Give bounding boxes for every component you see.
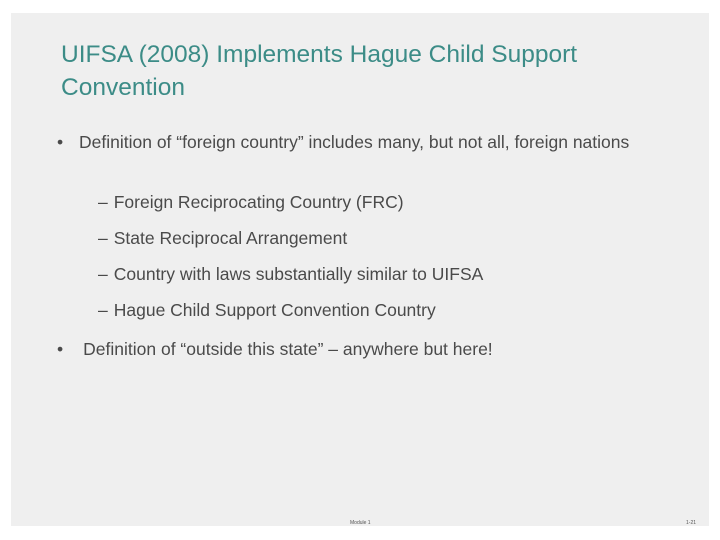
dash-marker: – — [98, 300, 108, 320]
sub-bullet-text: Hague Child Support Convention Country — [113, 300, 436, 320]
bullet-text: Definition of “foreign country” includes many, but not all, foreign nations — [79, 132, 630, 152]
slide — [11, 13, 709, 526]
footer-page-number: 1-21 — [686, 520, 697, 526]
bullet-item — [57, 131, 657, 154]
sub-bullet-item — [98, 191, 404, 214]
dash-marker: – — [98, 264, 108, 284]
sub-bullet-item — [98, 227, 347, 250]
sub-bullet-text: Foreign Reciprocating Country (FRC) — [113, 192, 404, 212]
sub-bullet-text: State Reciprocal Arrangement — [113, 228, 348, 248]
dash-marker: – — [98, 228, 108, 248]
sub-bullet-item — [98, 299, 436, 322]
sub-bullet-item — [98, 263, 483, 286]
dash-marker: – — [98, 192, 108, 212]
sub-bullet-text: Country with laws substantially similar to UIFSA — [113, 264, 484, 284]
footer-module-label: Module 1 — [350, 520, 371, 526]
bullet-text: Definition of “outside this state” – anywhere but here! — [83, 339, 493, 359]
slide-title: UIFSA (2008) Implements Hague Child Support Convention — [61, 41, 578, 101]
bullet-item — [57, 338, 493, 361]
bullet-marker: • — [57, 339, 64, 359]
bullet-marker: • — [57, 132, 64, 152]
